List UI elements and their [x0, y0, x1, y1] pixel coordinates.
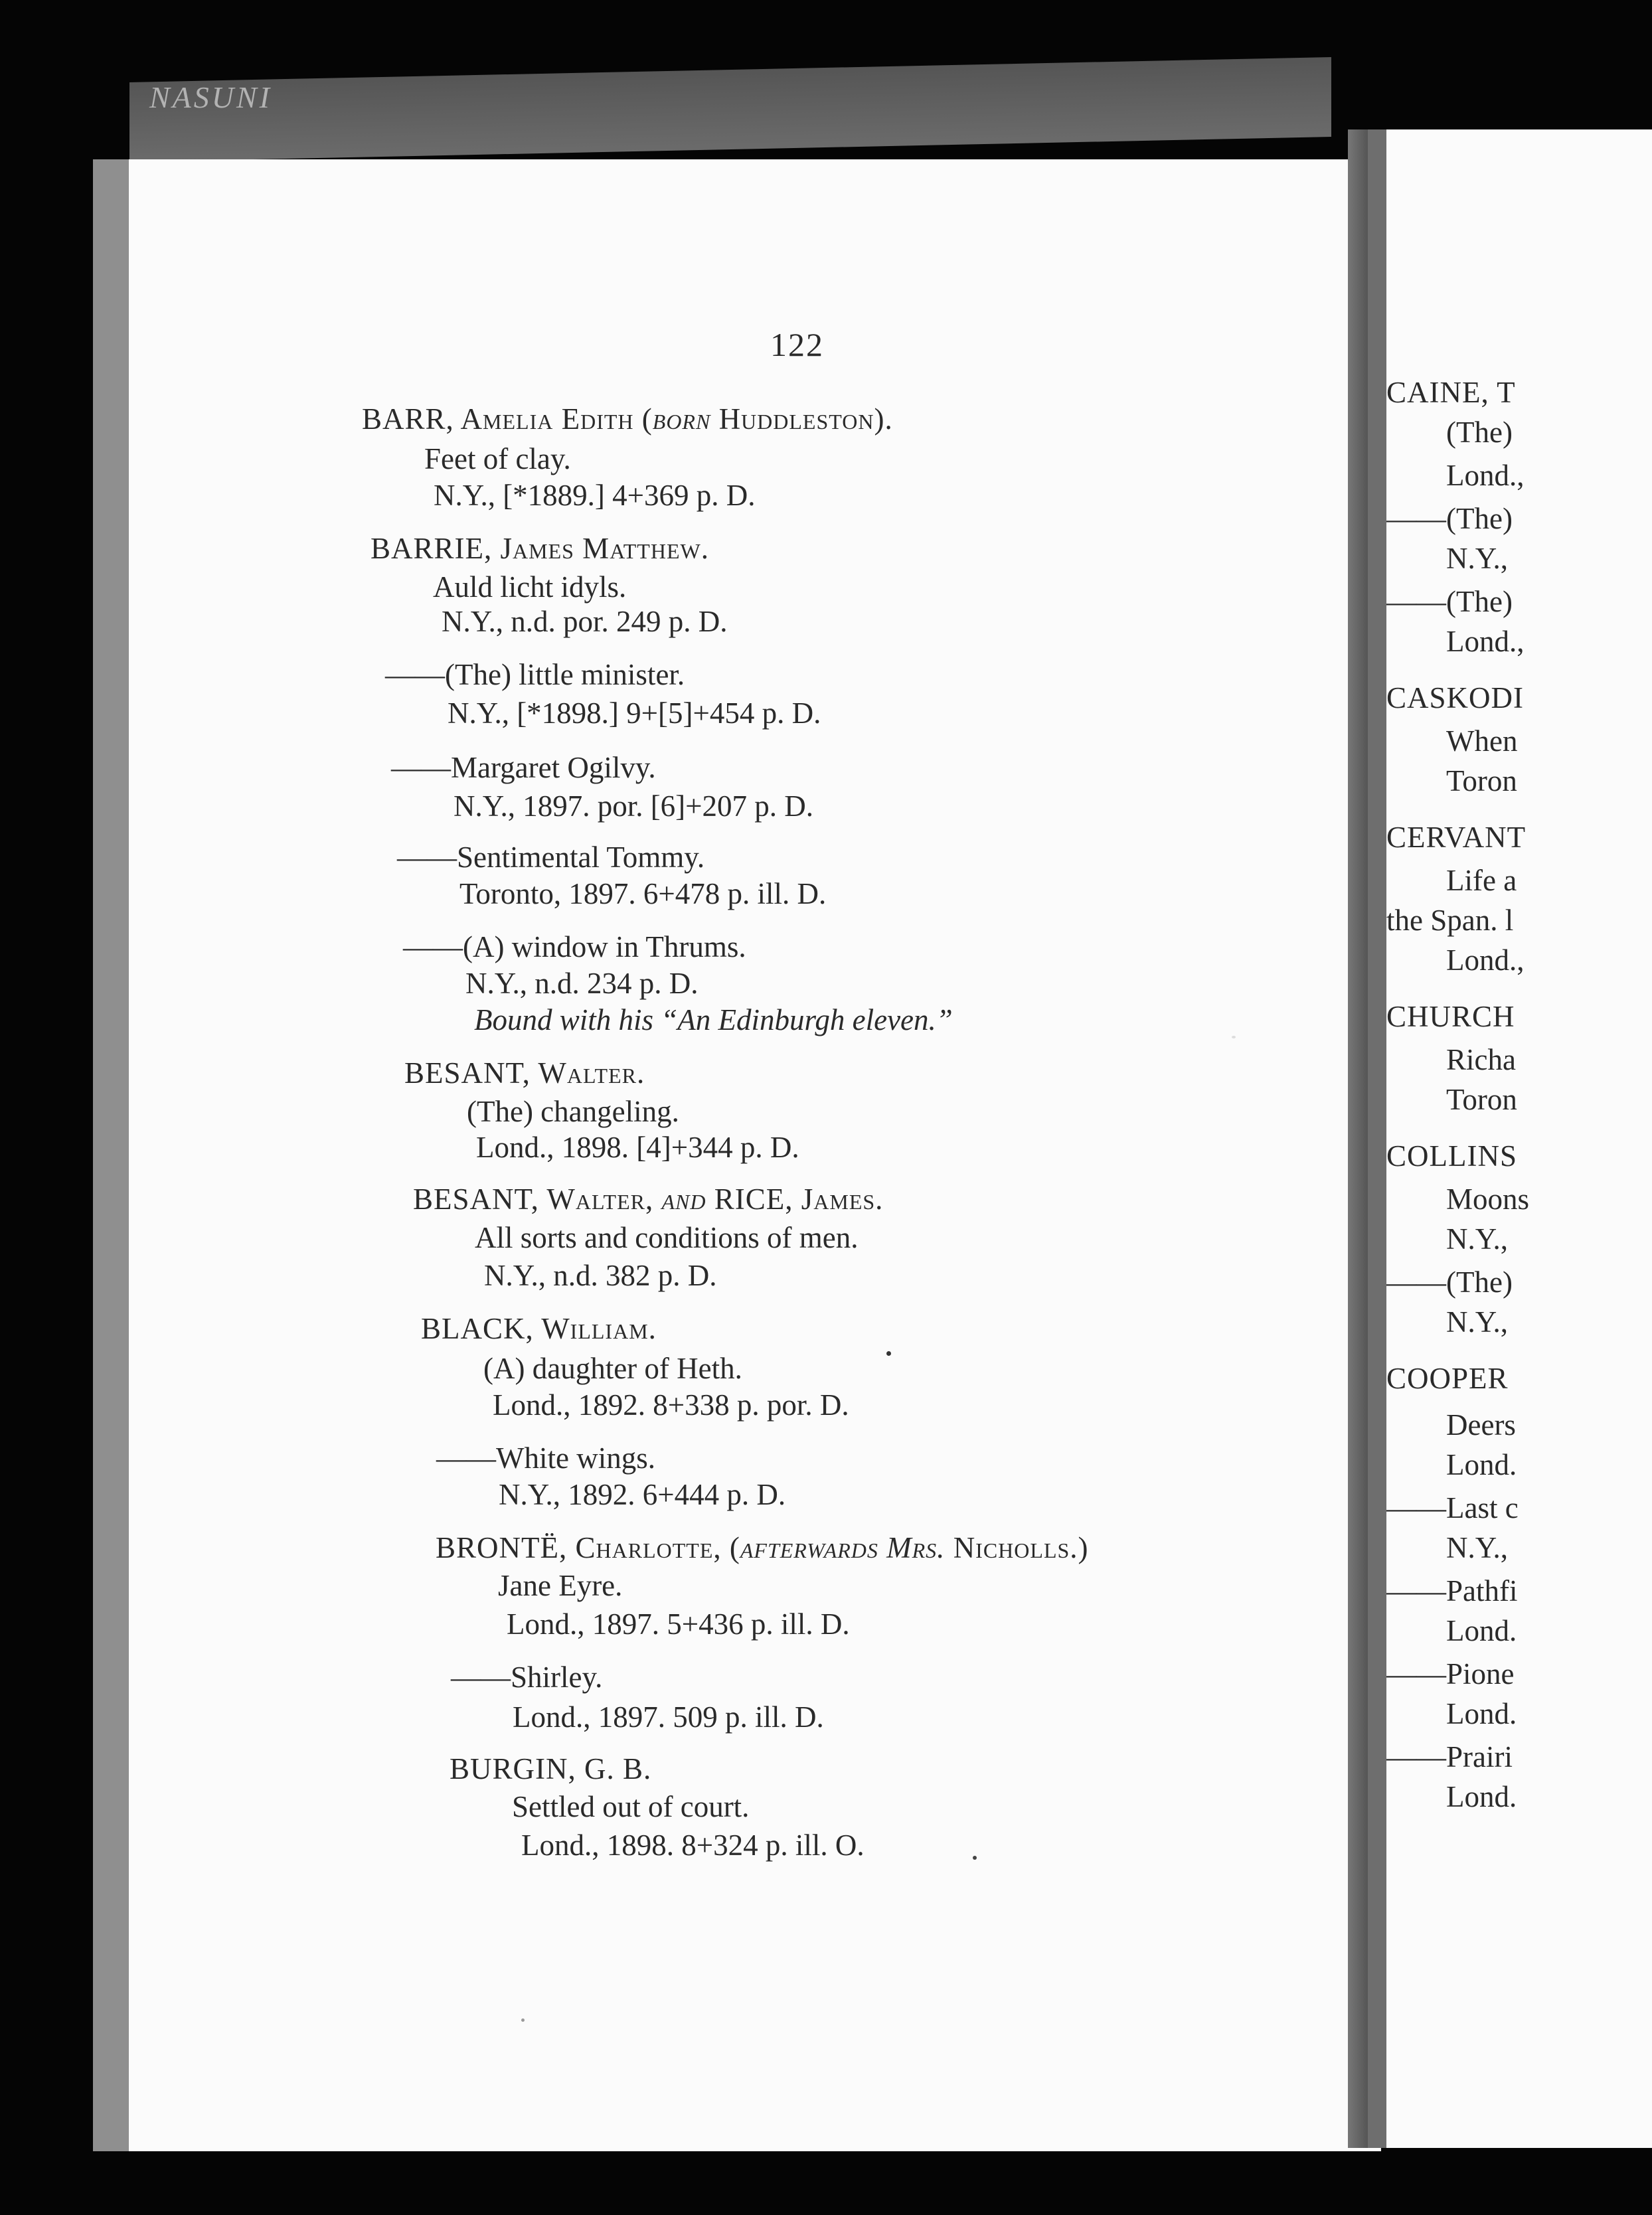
- entry-text: Nicholls.): [945, 1531, 1089, 1564]
- right-page-fragment: Lond.: [1446, 1697, 1517, 1730]
- right-page-fragment: CASKODI: [1386, 681, 1525, 714]
- right-page-fragment: ——Last c: [1386, 1491, 1519, 1524]
- entry-text: Huddleston).: [710, 402, 893, 436]
- catalog-dash-title-line: [451, 1660, 602, 1694]
- catalog-imprint-line: [507, 1607, 850, 1641]
- right-page-fragment: Toron: [1446, 764, 1517, 797]
- catalog-author-line: [371, 531, 709, 566]
- right-page-fragment: Lond.,: [1446, 625, 1525, 658]
- right-page-fragment: ——(The): [1386, 1266, 1513, 1299]
- ink-speck: [886, 1351, 891, 1356]
- entry-text: Feet of clay.: [424, 442, 571, 475]
- entry-text: BARR, Amelia Edith (: [362, 402, 653, 436]
- catalog-author-line: [404, 1056, 645, 1090]
- catalog-author-line: [421, 1311, 657, 1346]
- catalog-imprint-line: [459, 876, 826, 911]
- right-page-fragment: ——(The): [1386, 585, 1513, 618]
- catalog-dash-title-line: [397, 840, 704, 874]
- right-page-fragment: (The): [1446, 416, 1513, 449]
- right-page-fragment: Lond.: [1446, 1614, 1517, 1647]
- right-page-fragment: COOPER: [1386, 1362, 1509, 1395]
- ink-speck: [973, 1856, 977, 1860]
- right-page-fragment: the Span. l: [1386, 904, 1514, 937]
- catalog-title-line: [512, 1789, 749, 1824]
- catalog-imprint-line: [434, 478, 756, 513]
- entry-text: ——White wings.: [436, 1441, 655, 1475]
- italic-text: afterwards Mrs.: [740, 1531, 946, 1564]
- entry-text: N.Y., n.d. 234 p. D.: [465, 967, 699, 1000]
- catalog-note-line: [474, 1003, 953, 1037]
- catalog-title-line: [483, 1351, 742, 1386]
- italic-text: and: [661, 1183, 706, 1216]
- catalog-dash-title-line: [436, 1441, 655, 1475]
- catalog-title-line: [424, 442, 571, 476]
- entry-text: Lond., 1892. 8+338 p. por. D.: [493, 1388, 849, 1422]
- ink-speck: [521, 2018, 525, 2022]
- catalog-title-line: [498, 1568, 622, 1603]
- entry-text: Settled out of court.: [512, 1790, 750, 1823]
- right-page-fragment: When: [1446, 724, 1518, 758]
- right-page-fragment: N.Y.,: [1446, 1305, 1508, 1339]
- right-page-fragment: ——Prairi: [1386, 1740, 1513, 1773]
- catalog-imprint-line: [484, 1258, 716, 1293]
- entry-text: BARRIE, James Matthew.: [371, 532, 709, 565]
- entry-text: ——Shirley.: [451, 1661, 603, 1694]
- entry-text: BESANT, Walter.: [404, 1056, 645, 1090]
- entry-text: Jane Eyre.: [498, 1569, 623, 1602]
- entry-text: BRONTË, Charlotte, (: [436, 1531, 740, 1564]
- entry-text: Lond., 1898. 8+324 p. ill. O.: [521, 1829, 865, 1862]
- right-page-fragment: Toron: [1446, 1083, 1517, 1116]
- right-page-fragment: Moons: [1446, 1183, 1530, 1216]
- italic-text: born: [652, 402, 711, 436]
- right-page-fragment: N.Y.,: [1446, 1531, 1508, 1564]
- catalog-title-line: [433, 570, 626, 604]
- catalog-author-line: [413, 1182, 883, 1216]
- right-page-fragment: N.Y.,: [1446, 542, 1508, 575]
- right-page-fragment: Lond.,: [1446, 459, 1525, 492]
- entry-text: ——(The) little minister.: [385, 658, 685, 691]
- entry-text: BESANT, Walter,: [413, 1183, 662, 1216]
- catalog-author-line: [450, 1752, 651, 1786]
- right-page-fragment: CAINE, T: [1386, 376, 1516, 409]
- edge-scribble: NASUNI: [149, 80, 272, 114]
- right-page-fragment: N.Y.,: [1446, 1222, 1508, 1256]
- entry-text: Lond., 1897. 5+436 p. ill. D.: [507, 1607, 850, 1641]
- right-page-fragment: Richa: [1446, 1043, 1516, 1076]
- catalog-imprint-line: [521, 1828, 865, 1862]
- entry-text: ——Margaret Ogilvy.: [391, 751, 656, 784]
- right-page-fragment: CHURCH: [1386, 1000, 1515, 1033]
- entry-text: N.Y., 1892. 6+444 p. D.: [499, 1478, 786, 1511]
- catalog-imprint-line: [465, 966, 698, 1001]
- italic-text: Bound with his “An Edinburgh eleven.”: [474, 1003, 953, 1036]
- catalog-imprint-line: [476, 1130, 799, 1165]
- right-page-fragment: ——(The): [1386, 502, 1513, 535]
- right-page: [1368, 129, 1652, 2148]
- entry-text: BLACK, William.: [421, 1312, 657, 1345]
- catalog-dash-title-line: [391, 750, 656, 785]
- catalog-dash-title-line: [385, 657, 685, 692]
- right-page-fragment: CERVANT: [1386, 821, 1527, 854]
- entry-text: BURGIN, G. B.: [450, 1752, 652, 1785]
- entry-text: Auld licht idyls.: [433, 570, 627, 604]
- page-number: 122: [770, 326, 824, 363]
- catalog-imprint-line: [442, 604, 727, 639]
- right-page-fragment: ——Pathfi: [1386, 1574, 1518, 1607]
- entry-text: Lond., 1897. 509 p. ill. D.: [513, 1700, 824, 1734]
- dust-speck: [1232, 1036, 1236, 1038]
- entry-text: Lond., 1898. [4]+344 p. D.: [476, 1131, 799, 1164]
- entry-text: N.Y., 1897. por. [6]+207 p. D.: [454, 789, 814, 823]
- right-page-fragment: Deers: [1446, 1408, 1516, 1441]
- entry-text: All sorts and conditions of men.: [475, 1221, 859, 1254]
- catalog-imprint-line: [513, 1700, 824, 1734]
- catalog-title-line: [475, 1220, 858, 1255]
- right-page-fragment: COLLINS: [1386, 1139, 1517, 1173]
- entry-text: ——(A) window in Thrums.: [403, 930, 746, 963]
- entry-text: N.Y., n.d. por. 249 p. D.: [442, 605, 728, 638]
- catalog-imprint-line: [499, 1477, 785, 1512]
- catalog-imprint-line: [454, 789, 813, 823]
- catalog-author-line: [436, 1530, 1089, 1565]
- entry-text: N.Y., [*1898.] 9+[5]+454 p. D.: [448, 697, 821, 730]
- right-page-fragment: Lond.: [1446, 1780, 1517, 1813]
- entry-text: (A) daughter of Heth.: [483, 1352, 742, 1385]
- entry-text: ——Sentimental Tommy.: [397, 841, 705, 874]
- entry-text: (The) changeling.: [467, 1095, 679, 1128]
- catalog-dash-title-line: [403, 930, 746, 964]
- right-page-fragment: Life a: [1446, 864, 1517, 897]
- right-page-fragment: Lond.,: [1446, 943, 1525, 977]
- entry-text: RICE, James.: [706, 1183, 884, 1216]
- right-page-fragment: ——Pione: [1386, 1657, 1515, 1690]
- entry-text: N.Y., n.d. 382 p. D.: [484, 1259, 717, 1292]
- entry-text: N.Y., [*1889.] 4+369 p. D.: [434, 479, 756, 512]
- catalog-imprint-line: [493, 1388, 849, 1422]
- catalog-title-line: [467, 1094, 679, 1129]
- right-page-fragment: Lond.: [1446, 1448, 1517, 1481]
- entry-text: Toronto, 1897. 6+478 p. ill. D.: [459, 877, 827, 910]
- catalog-imprint-line: [448, 696, 821, 730]
- catalog-author-line: [362, 402, 893, 436]
